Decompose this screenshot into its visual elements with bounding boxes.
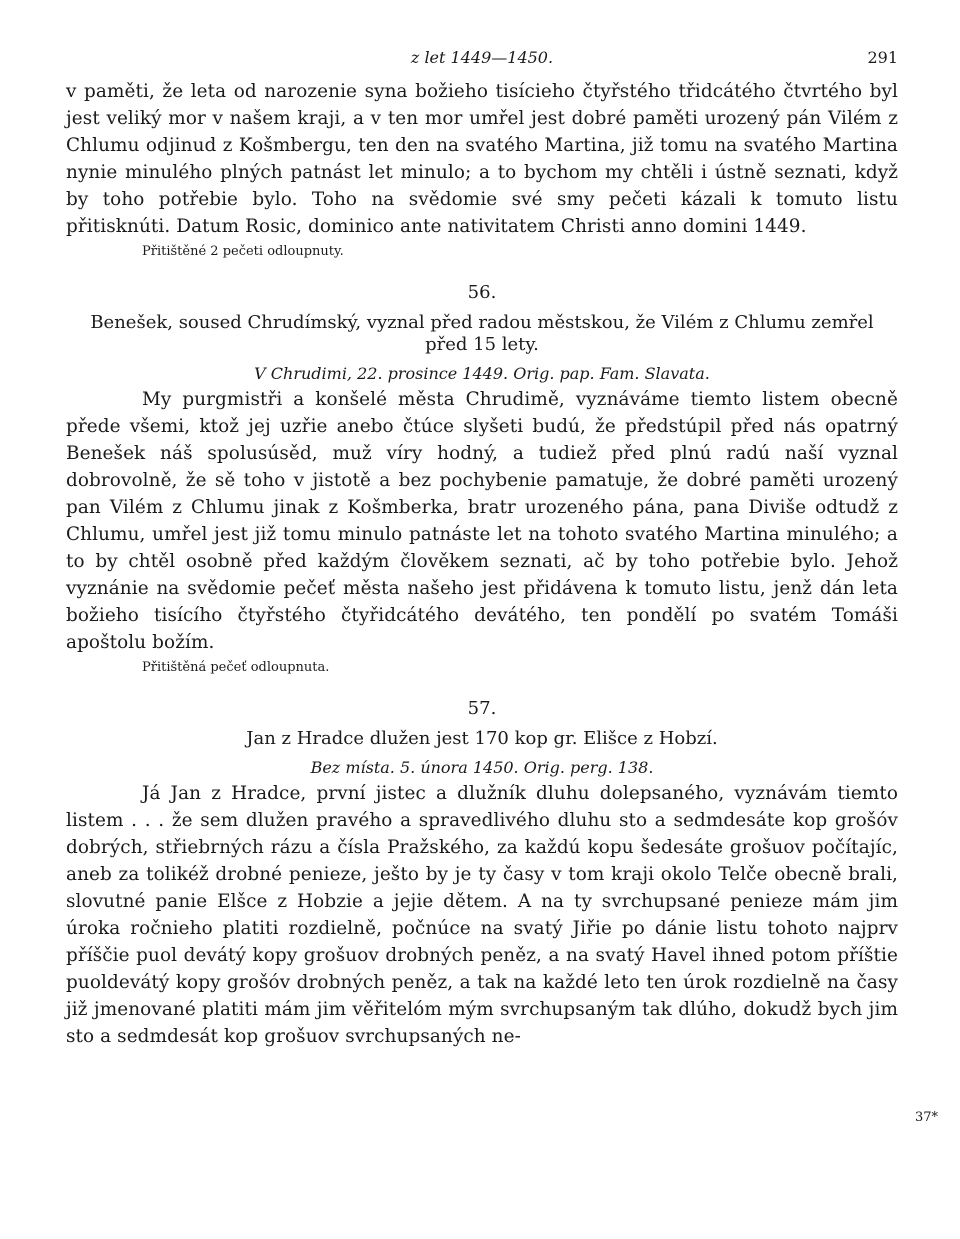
seal-note: Přitištěná pečeť odloupnuta. bbox=[142, 660, 330, 675]
document-text: Já Jan z Hradce, první jistec a dlužník dluhu dolepsaného, vyznávám tiemto listem . . . že sem dlužen pravého a spravedlivého dluhu sto a sedmdesáte kop grošóv dobrých, střiebrných rázu a čísla Pražského, za každú kopu šedesáte grošuov počítajíc, aneb za tolikéž drobné penieze, ješto by je ty časy v tom kraji okolo Telče obecně brali, slovutné panie Elšce z Hobzie a jejie dětem. A na ty svrchupsané penieze mám jim úroka ročnieho platiti rozdielně, počnúce na svatý Jiřie po dánie listu tohoto najprv příščie puol devátý kopy grošuov drobných peněz, a na svatý Havel ihned potom příštie puoldevátý kopy grošóv drobných peněz, a tak na každé leto ten úrok rozdielně na časy již jmenované platiti mám jim věřitelóm mým svrchupsaným tak dlúho, dokudž bych jim sto a sedmdesát kop grošuov svrchupsaných ne- bbox=[66, 783, 898, 1047]
document-regest: Benešek, soused Chrudímský, vyznal před radou městskou, že Vilém z Chlumu zemřel před 15 lety. bbox=[90, 312, 874, 355]
document-text: My purgmistři a konšelé města Chrudimě, vyznáváme tiemto listem obecně přede všemi, ktož jej uzřie anebo čtúce slyšeti budú, že předstúpil před nás opatrný Benešek náš spolusúsěd, muž víry hodný, a tudiež před plnú radú naší vyznal dobrovolně, že sě toho v jistotě a bez pochybenie pamatuje, že dobré paměti urozený pan Vilém z Chlumu jinak z Košmberka, bratr urozeného pána, pana Diviše odtudž z Chlumu, umřel jest již tomu minulo patnáste let na tohoto svatého Martina minulého; a to by chtěl osobně před každým člověkem seznati, ač by toho potřebie bylo. Jehož vyznánie na svědomie pečeť města našeho jest přidávena k tomuto listu, jenž dán leta božieho tisícího čtyřstého čtyřidcátého devátého, ten pondělí po svatém Tomáši apoštolu božím. bbox=[66, 389, 898, 653]
signature-mark: 37* bbox=[914, 1110, 938, 1125]
running-head bbox=[66, 48, 898, 78]
document-57 bbox=[66, 696, 898, 1050]
document-regest: Jan z Hradce dlužen jest 170 kop gr. Elišce z Hobzí. bbox=[246, 728, 718, 749]
document-number: 57. bbox=[467, 698, 497, 719]
running-title: z let 1449—1450. bbox=[410, 48, 554, 67]
document-dating: Bez místa. 5. února 1450. Orig. perg. 138. bbox=[310, 758, 654, 777]
book-page bbox=[66, 48, 898, 1050]
document-56 bbox=[66, 280, 898, 678]
seal-note: Přitištěné 2 pečeti odloupnuty. bbox=[142, 244, 344, 259]
page-number: 291 bbox=[867, 48, 898, 67]
document-number: 56. bbox=[467, 282, 497, 303]
continued-paragraph: v paměti, že leta od narozenie syna božieho tisícieho čtyřstého třidcátého čtvrtého byl jest veliký mor v našem kraji, a v ten mor umřel jest dobré paměti urozený pán Vilém z Chlumu odjinud z Košmbergu, ten den na svatého Martina, již tomu na svatého Martina nynie minulého plných patnást let minulo; a to bychom my chtěli i ústně seznati, když by toho potřebie bylo. Toho na svědomie své smy pečeti kázali k tomuto listu přitisknúti. Datum Rosic, dominico ante nativitatem Christi anno domini 1449. bbox=[66, 81, 898, 237]
document-dating: V Chrudimi, 22. prosince 1449. Orig. pap. Fam. Slavata. bbox=[254, 364, 710, 383]
